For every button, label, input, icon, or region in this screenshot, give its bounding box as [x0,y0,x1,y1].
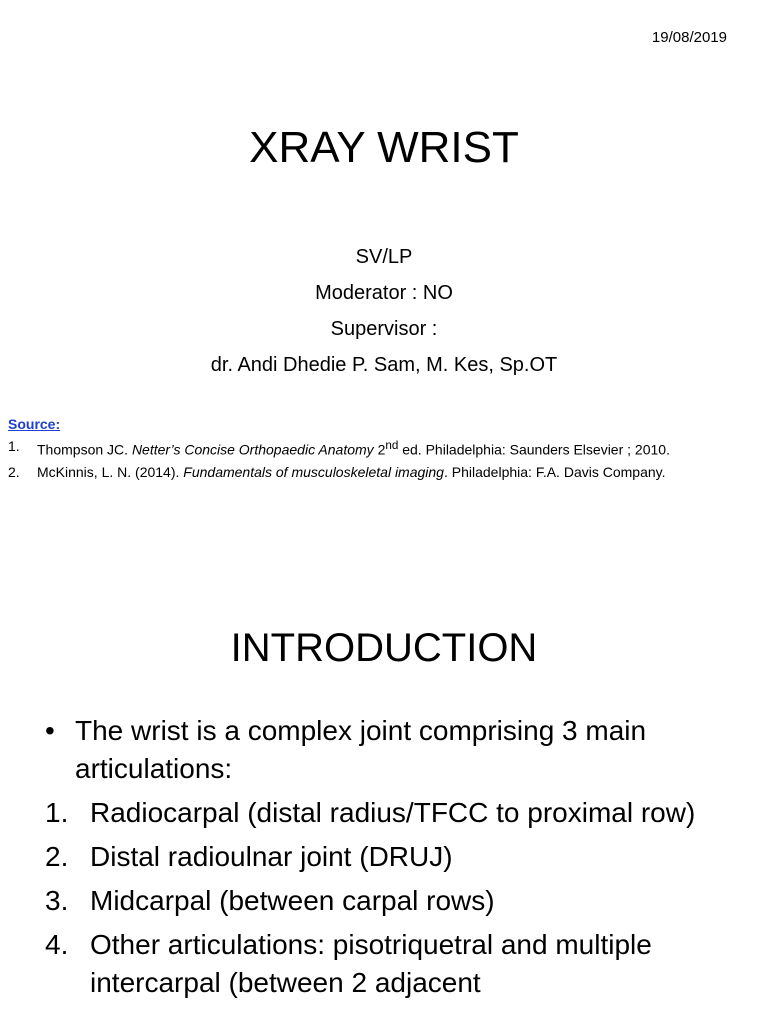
item-text: Other articulations: pisotriquetral and multiple intercarpal (between 2 adjacent [90,929,652,998]
bullet-item [45,712,745,788]
subtitle-line: Supervisor : [330,318,438,340]
bullet-dot-icon: • [45,715,55,746]
item-text: Radiocarpal (distal radius/TFCC to proximal row) [90,797,696,828]
sources-block [8,413,760,483]
reference-item [8,461,760,483]
item-text: Midcarpal (between carpal rows) [90,885,495,916]
reference-author: Thompson JC. [37,441,132,458]
reference-text [37,435,760,461]
slide-subtitle [0,239,768,383]
item-number: 4. [45,929,69,960]
item-number: 2. [45,841,69,872]
reference-publisher: . Philadelphia: F.A. Davis Company. [443,463,666,480]
numbered-item [45,838,745,876]
reference-number: 1. [8,438,20,454]
slide-title: INTRODUCTION [230,626,538,670]
reference-number: 2. [8,463,20,480]
numbered-item [45,926,745,1002]
slide-content [45,712,745,1008]
subtitle-line: Moderator : NO [315,282,453,304]
slide-date: 19/08/2019 [651,29,727,46]
reference-item [8,435,760,461]
numbered-item [45,882,745,920]
introduction-slide [0,576,768,1024]
reference-edition-sup: nd [385,439,399,452]
reference-publisher: ed. Philadelphia: Saunders Elsevier ; 2010. [398,441,670,458]
reference-text [37,461,760,483]
numbered-item [45,794,745,832]
subtitle-line: SV/LP [355,246,413,268]
item-number: 1. [45,797,69,828]
reference-title: Netter’s Concise Orthopaedic Anatomy [131,441,374,458]
item-text: Distal radioulnar joint (DRUJ) [90,841,453,872]
source-heading: Source: [8,416,61,432]
bullet-text: The wrist is a complex joint comprising 3 main articulations: [75,715,647,784]
slide-title: XRAY WRIST [249,123,519,172]
reference-author: McKinnis, L. N. (2014). [37,463,184,480]
item-number: 3. [45,885,69,916]
reference-title: Fundamentals of musculoskeletal imaging [183,463,444,480]
subtitle-line: dr. Andi Dhedie P. Sam, M. Kes, Sp.OT [210,354,558,376]
reference-edition: 2 [373,441,386,458]
